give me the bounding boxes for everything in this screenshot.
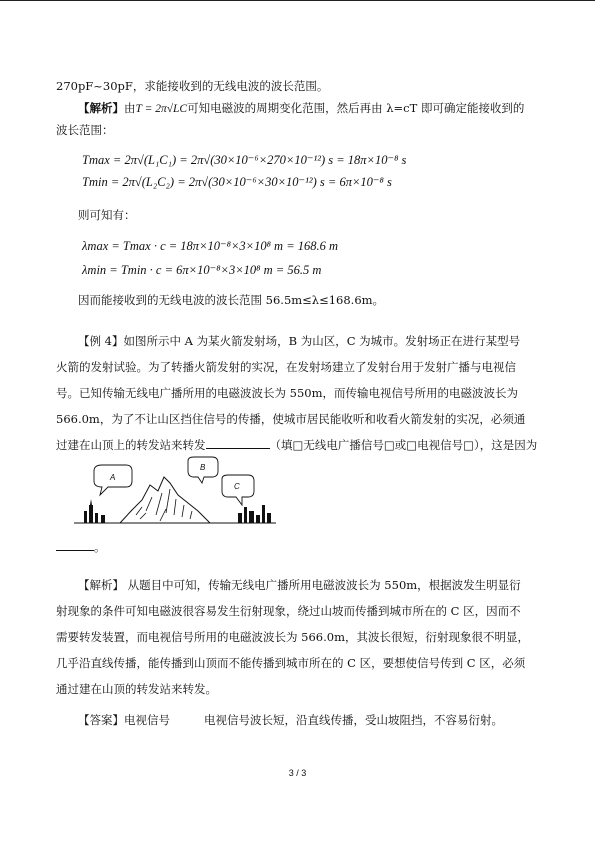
analysis-2-line-1: 【解析】 从题目中可知，传输无线电广播所用电磁波波长为 550m，根据波发生明显衍: [78, 578, 521, 592]
example-line-2: 火箭的发射试验。为了转播火箭发射的实况，在发射场建立了发射台用于发射广播与电视信: [56, 360, 516, 374]
equation-lambda-min: λmin = Tmin · c = 6π×10⁻⁸×3×10⁸ m = 56.5 m: [82, 263, 322, 277]
page-number: 3 / 3: [288, 768, 307, 778]
fill-blank-2[interactable]: [56, 538, 94, 551]
analysis-2-line-3: 需要转发装置，而电视信号所用的电磁波波长为 566.0m，其波长很短，衍射现象很不明显，: [56, 630, 529, 644]
example-line-4: 566.0m，为了不让山区挡住信号的传播，使城市居民能收听和收看火箭发射的实况，必须通: [56, 412, 526, 426]
answer-1: 电视信号: [124, 713, 170, 727]
example-line-5-b: （填□无线电广播信号□或□电视信号□），这是因为: [269, 438, 538, 452]
answer-tag: 【答案】: [78, 713, 124, 727]
label-a: A: [110, 473, 116, 482]
then-text: 则可知有：: [78, 208, 136, 222]
launch-site-a: [84, 499, 105, 523]
example-line-3: 号。已知传输无线电广播所用的电磁波波长为 550m，而传输电视信号所用的电磁波波长为: [56, 386, 519, 400]
label-c: C: [234, 482, 240, 491]
example-line-5-a: 过建在山顶上的转发站来转发: [56, 438, 206, 452]
tail-period: 。: [94, 540, 106, 554]
answer-2: 电视信号波长短，沿直线传播，受山坡阻挡，不容易衍射。: [204, 713, 503, 727]
analysis-2: [56, 572, 542, 702]
city-c: [238, 505, 271, 523]
label-b: B: [200, 463, 206, 472]
analysis-tag: 【解析】: [78, 101, 124, 115]
analysis-2-line-5: 通过建在山顶的转发站来转发。: [56, 682, 217, 696]
conclusion-text: 因而能接收到的无线电波的波长范围 56.5m≤λ≤168.6m。: [78, 293, 385, 307]
intro-line: 270pF~30pF，求能接收到的无线电波的波长范围。: [56, 79, 329, 93]
analysis-text-b: 可知电磁波的周期变化范围，然后再由 λ=cT 即可确定能接收到的: [187, 101, 525, 115]
equation-tmax: Tmax = 2π√(L₁C₁) = 2π√(30×10⁻⁶×270×10⁻¹²) s = 18π×10⁻⁸ s: [82, 153, 407, 167]
equation-lambda-max: λmax = Tmax · c = 18π×10⁻⁸×3×10⁸ m = 168.6 m: [82, 239, 339, 253]
example-tail: [56, 535, 552, 559]
analysis-text-a: 由: [124, 101, 136, 115]
header-rule: [0, 0, 595, 1]
analysis-2-line-2: 射现象的条件可知电磁波很容易发生衍射现象，绕过山坡而传播到城市所在的 C 区，因而不: [56, 604, 521, 618]
rocket-mountain-figure: [70, 455, 280, 527]
fill-blank-1[interactable]: [206, 436, 270, 449]
analysis-2-line-4: 几乎沿直线传播，能传播到山顶而不能传播到城市所在的 C 区，要想使信号传到 C 区，必须: [56, 656, 526, 670]
period-formula: T = 2π√LC: [135, 103, 188, 115]
example-4: [56, 328, 542, 458]
equation-tmin: Tmin = 2π√(L₂C₂) = 2π√(30×10⁻⁶×30×10⁻¹²) s = 6π×10⁻⁸ s: [82, 175, 392, 189]
example-line-1: 【例 4】如图所示中 A 为某火箭发射场，B 为山区，C 为城市。发射场正在进行某型号: [78, 334, 521, 348]
answer-line: [78, 708, 574, 732]
analysis-1-line2: 波长范围：: [56, 123, 114, 137]
